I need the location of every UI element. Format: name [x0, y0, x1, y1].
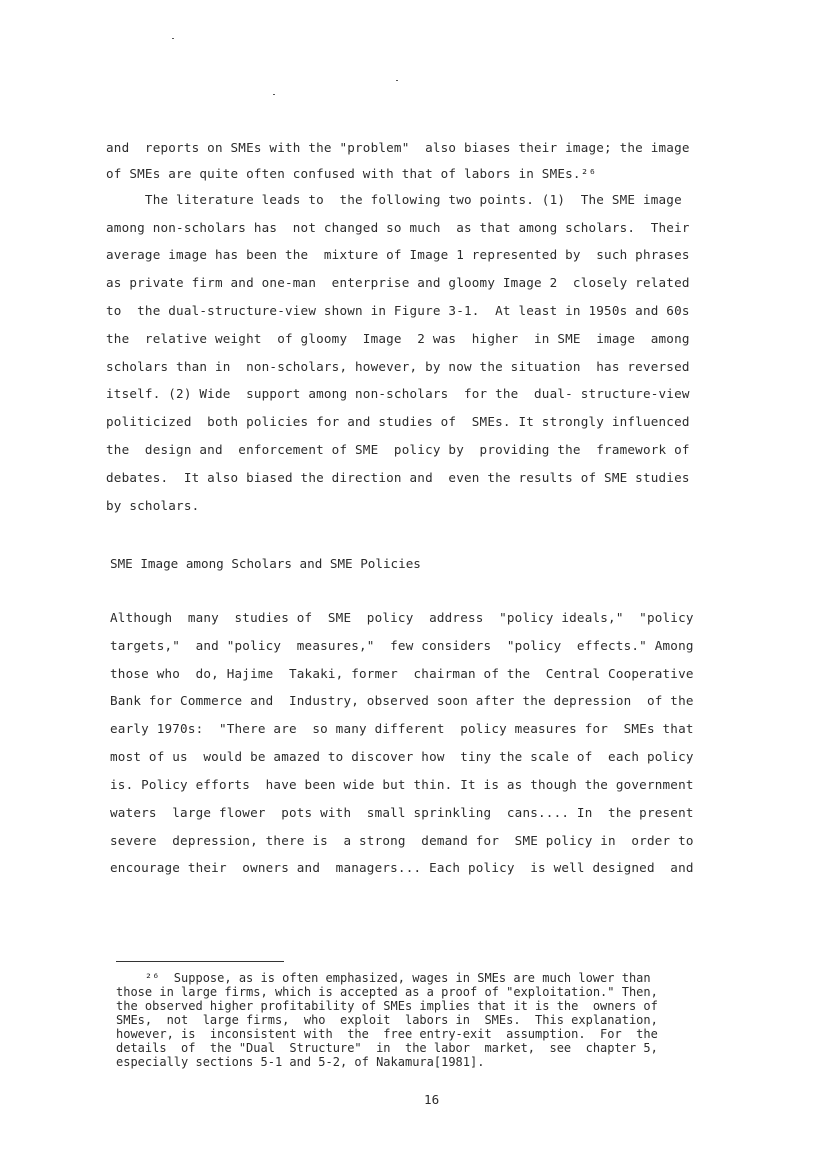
- footnote-rule: [116, 961, 284, 962]
- section-heading: SME Image among Scholars and SME Policies: [110, 556, 421, 571]
- text-line: of SMEs are quite often confused with that of labors in SMEs.²⁶: [106, 166, 597, 181]
- text-line: scholars than in non-scholars, however, by now the situation has reversed: [106, 359, 690, 374]
- text-line: Bank for Commerce and Industry, observed soon after the depression of the: [110, 693, 694, 708]
- text-line: the design and enforcement of SME policy by providing the framework of: [106, 442, 690, 457]
- text-line: early 1970s: "There are so many different policy measures for SMEs that: [110, 721, 694, 736]
- text-line: The literature leads to the following two points. (1) The SME image: [106, 192, 682, 207]
- scan-speck: [396, 80, 398, 81]
- text-line: as private firm and one-man enterprise and gloomy Image 2 closely related: [106, 275, 690, 290]
- scan-speck: [172, 38, 174, 39]
- footnote-line: the observed higher profitability of SMEs implies that it is the owners of: [116, 999, 658, 1013]
- text-line: targets," and "policy measures," few considers "policy effects." Among: [110, 638, 694, 653]
- text-line: waters large flower pots with small sprinkling cans.... In the present: [110, 805, 694, 820]
- page-number: 16: [424, 1092, 440, 1107]
- text-line: politicized both policies for and studies of SMEs. It strongly influenced: [106, 414, 690, 429]
- footnote-line: details of the "Dual Structure" in the labor market, see chapter 5,: [116, 1041, 658, 1055]
- footnote-line: ²⁶ Suppose, as is often emphasized, wages in SMEs are much lower than: [116, 971, 651, 985]
- text-line: and reports on SMEs with the "problem" also biases their image; the image: [106, 140, 690, 155]
- text-line: most of us would be amazed to discover how tiny the scale of each policy: [110, 749, 694, 764]
- text-line: itself. (2) Wide support among non-scholars for the dual- structure-view: [106, 386, 690, 401]
- footnote-line: those in large firms, which is accepted as a proof of "exploitation." Then,: [116, 985, 658, 999]
- text-line: by scholars.: [106, 498, 200, 513]
- text-line: the relative weight of gloomy Image 2 was higher in SME image among: [106, 331, 690, 346]
- text-line: is. Policy efforts have been wide but thin. It is as though the government: [110, 777, 694, 792]
- text-line: to the dual-structure-view shown in Figure 3-1. At least in 1950s and 60s: [106, 303, 690, 318]
- scan-speck: [273, 94, 275, 95]
- footnote-line: however, is inconsistent with the free entry-exit assumption. For the: [116, 1027, 658, 1041]
- text-line: those who do, Hajime Takaki, former chairman of the Central Cooperative: [110, 666, 694, 681]
- footnote-line: especially sections 5-1 and 5-2, of Nakamura[1981].: [116, 1055, 485, 1069]
- text-line: Although many studies of SME policy address "policy ideals," "policy: [110, 610, 694, 625]
- footnote-line: SMEs, not large firms, who exploit labors in SMEs. This explanation,: [116, 1013, 658, 1027]
- text-line: debates. It also biased the direction and even the results of SME studies: [106, 470, 690, 485]
- text-line: severe depression, there is a strong demand for SME policy in order to: [110, 833, 694, 848]
- text-line: average image has been the mixture of Image 1 represented by such phrases: [106, 247, 690, 262]
- text-line: among non-scholars has not changed so much as that among scholars. Their: [106, 220, 690, 235]
- text-line: encourage their owners and managers... Each policy is well designed and: [110, 860, 694, 875]
